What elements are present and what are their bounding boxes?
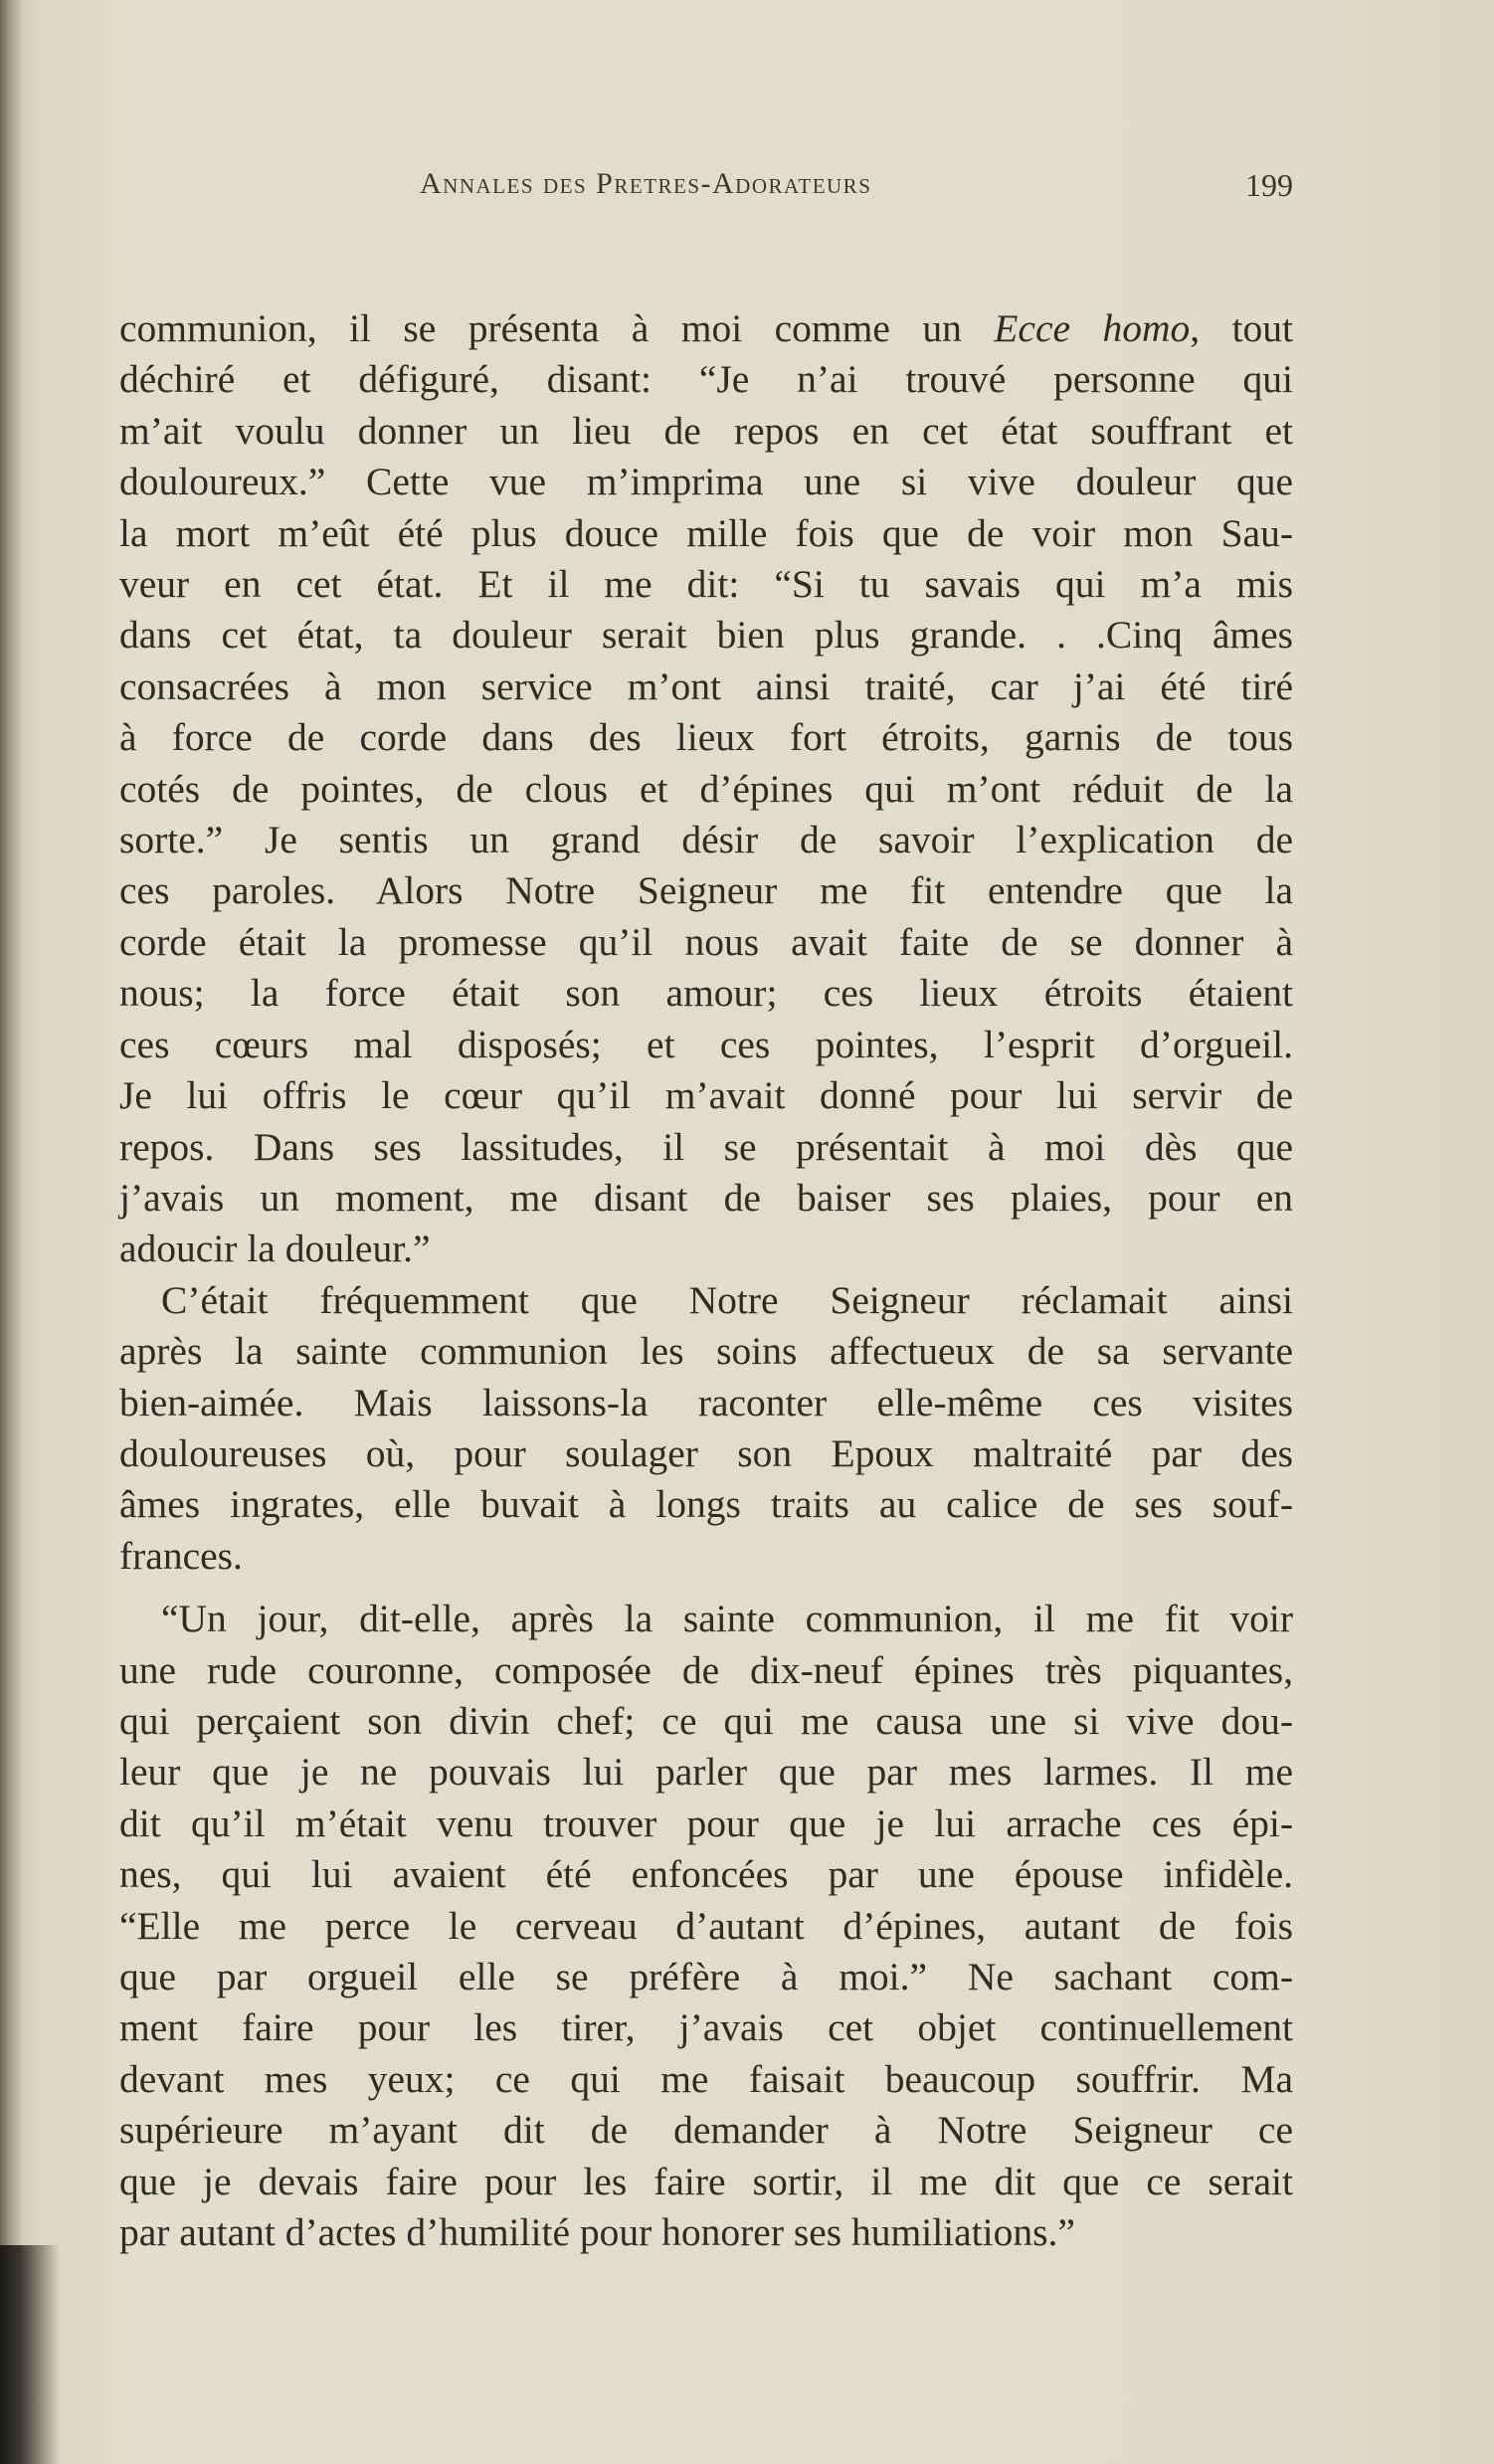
text-line: âmes ingrates, elle buvait à longs traits au calice de ses souf-	[119, 1482, 1293, 1527]
text-line: bien-aimée. Mais laissons-la raconter elle-même ces visites	[119, 1380, 1293, 1424]
text-line: après la sainte communion les soins affectueux de sa servante	[119, 1329, 1293, 1374]
text-line: ces cœurs mal disposés; et ces pointes, l’esprit d’orgueil.	[119, 1022, 1293, 1066]
text-line: repos. Dans ses lassitudes, il se présentait à moi dès que	[119, 1124, 1293, 1169]
text-line: consacrées à mon service m’ont ainsi traité, car j’ai été tiré	[119, 663, 1293, 708]
text-line: “Elle me perce le cerveau d’autant d’épines, autant de fois	[119, 1903, 1293, 1948]
text-line: frances.	[119, 1533, 243, 1578]
text-line: corde était la promesse qu’il nous avait faite de se donner à	[119, 919, 1293, 964]
text-line: “Un jour, dit-elle, après la sainte communion, il me fit voir	[161, 1597, 1293, 1641]
book-binding-edge	[0, 0, 22, 2464]
text-line: dans cet état, ta douleur serait bien plus grande. . .Cinq âmes	[119, 613, 1293, 658]
text-line: adoucir la douleur.”	[119, 1227, 431, 1271]
text-line: veur en cet état. Et il me dit: “Si tu savais qui m’a mis	[119, 562, 1293, 607]
text-line: devant mes yeux; ce qui me faisait beaucoup souffrir. Ma	[119, 2056, 1293, 2101]
paragraph	[119, 1594, 1293, 2258]
binding-shadow	[0, 2245, 60, 2464]
text-line: leur que je ne pouvais lui parler que par mes larmes. Il me	[119, 1750, 1293, 1795]
text-line: Je lui offris le cœur qu’il m’avait donné pour lui servir de	[119, 1073, 1293, 1118]
body-text	[119, 303, 1293, 2258]
paragraph	[119, 1275, 1293, 1582]
page-number: 199	[1245, 167, 1293, 203]
paragraph	[119, 303, 1293, 1275]
text-line: m’ait voulu donner un lieu de repos en cet état souffrant et	[119, 408, 1293, 453]
text-line: que je devais faire pour les faire sortir, il me dit que ce serait	[119, 2159, 1293, 2203]
text-line: ces paroles. Alors Notre Seigneur me fit entendre que la	[119, 868, 1293, 913]
text-line: douloureuses où, pour soulager son Epoux maltraité par des	[119, 1430, 1293, 1475]
text-line: nes, qui lui avaient été enfoncées par une épouse infidèle.	[119, 1852, 1293, 1897]
text-line: dit qu’il m’était venu trouver pour que je lui arrache ces épi-	[119, 1801, 1293, 1845]
text-line: nous; la force était son amour; ces lieux étroits étaient	[119, 971, 1293, 1016]
text-line: communion, il se présenta à moi comme un Ecce homo, tout	[119, 306, 1294, 350]
running-head	[119, 167, 1293, 207]
text-line: douloureux.” Cette vue m’imprima une si vive douleur que	[119, 460, 1293, 504]
text-line: C’était fréquemment que Notre Seigneur réclamait ainsi	[161, 1277, 1293, 1322]
text-line: j’avais un moment, me disant de baiser ses plaies, pour en	[119, 1175, 1293, 1220]
text-line: que par orgueil elle se préfère à moi.” Ne sachant com-	[119, 1955, 1293, 1998]
text-line: une rude couronne, composée de dix-neuf épines très piquantes,	[119, 1647, 1293, 1692]
text-line: par autant d’actes d’humilité pour honorer ses humiliations.”	[119, 2210, 1075, 2255]
text-line: à force de corde dans des lieux fort étroits, garnis de tous	[119, 715, 1293, 760]
text-line: la mort m’eût été plus douce mille fois que de voir mon Sau-	[119, 510, 1293, 555]
text-line: cotés de pointes, de clous et d’épines qui m’ont réduit de la	[119, 766, 1293, 811]
text-line: ment faire pour les tirer, j’avais cet objet continuellement	[119, 2005, 1293, 2050]
text-line: supérieure m’ayant dit de demander à Notre Seigneur ce	[119, 2108, 1293, 2153]
text-line: déchiré et défiguré, disant: “Je n’ai trouvé personne qui	[119, 357, 1293, 402]
running-title: Annales des Pretres-Adorateurs	[420, 167, 872, 200]
text-line: sorte.” Je sentis un grand désir de savoir l’explication de	[119, 818, 1293, 862]
text-line: qui perçaient son divin chef; ce qui me causa une si vive dou-	[119, 1698, 1293, 1743]
